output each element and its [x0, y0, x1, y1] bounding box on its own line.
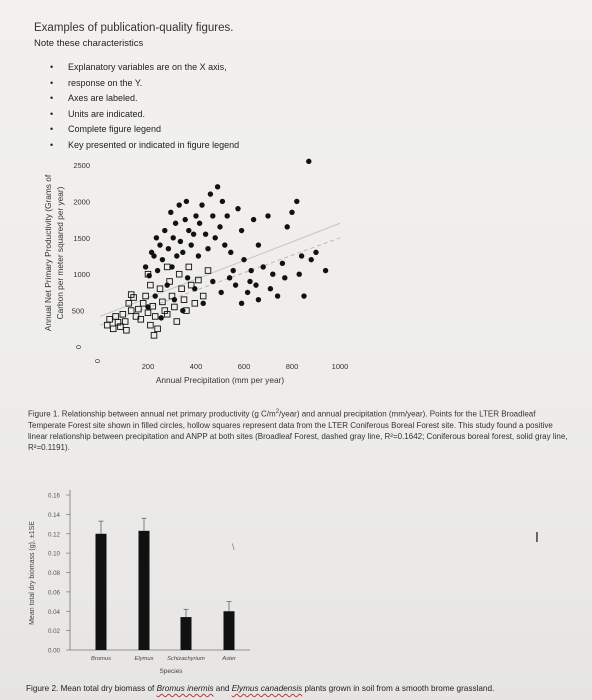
hollow-square-point	[148, 282, 154, 288]
filled-circle-point	[213, 235, 218, 240]
y-tick-label: 1500	[73, 233, 90, 243]
x-axis-label: Annual Precipitation (mm per year)	[155, 375, 285, 385]
filled-circle-point	[294, 199, 299, 204]
filled-circle-point	[197, 221, 202, 226]
page-subtitle: Note these characteristics	[34, 38, 144, 49]
filled-circle-point	[159, 315, 164, 320]
page-title: Examples of publication-quality figures.	[34, 22, 234, 34]
filled-circle-point	[205, 246, 210, 251]
hollow-square-point	[172, 304, 178, 310]
hollow-square-point	[164, 264, 170, 270]
filled-circle-point	[256, 242, 261, 247]
y-tick-label: 0	[74, 344, 83, 350]
hollow-square-point	[157, 286, 163, 292]
filled-circle-point	[193, 213, 198, 218]
hollow-square-point	[145, 310, 151, 316]
hollow-square-point	[136, 306, 142, 312]
trendline-solid	[100, 223, 340, 316]
filled-circle-point	[270, 272, 275, 277]
figure-2-bar-chart	[0, 480, 592, 680]
filled-circle-point	[203, 231, 208, 236]
hollow-square-point	[110, 326, 116, 332]
filled-circle-point	[289, 210, 294, 215]
y-tick-labels	[48, 493, 70, 655]
filled-circle-point	[162, 228, 167, 233]
hollow-square-point	[152, 314, 158, 320]
bullet-icon: •	[50, 93, 54, 104]
bullet-icon: •	[50, 124, 54, 135]
filled-circle-point	[251, 217, 256, 222]
filled-circle-point	[222, 242, 227, 247]
filled-circle-point	[210, 213, 215, 218]
bar	[139, 531, 150, 650]
y-tick-label: 0.14	[47, 511, 60, 519]
y-tick-label: 2000	[73, 197, 90, 207]
filled-circle-point	[253, 282, 258, 287]
filled-circle-point	[186, 228, 191, 233]
filled-circle-point	[285, 224, 290, 229]
filled-circle-point	[196, 253, 201, 258]
y-tick-label: 0.08	[47, 570, 60, 577]
filled-circle-point	[219, 290, 224, 295]
filled-circle-point	[184, 199, 189, 204]
filled-circle-point	[153, 293, 158, 298]
filled-circle-point	[171, 235, 176, 240]
filled-circle-point	[220, 199, 225, 204]
category-label: Schizachyrium	[167, 656, 205, 662]
filled-circle-point	[192, 286, 197, 291]
x-tick-label: 0	[93, 358, 102, 364]
filled-circle-point	[299, 253, 304, 258]
filled-circle-point	[235, 206, 240, 211]
figure-2-caption: Figure 2. Mean total dry biomass of Bromus inermis and Elymus canadensis plants grown in soil from a smooth brome grassland.	[26, 684, 495, 693]
y-axis-label-line1: Annual Net Primary Productivity (Grams of	[43, 174, 53, 332]
bar	[96, 534, 107, 650]
y-tick-label: 0.12	[47, 531, 60, 539]
category-label: Elymus	[134, 656, 154, 662]
filled-circle-point	[249, 268, 254, 273]
filled-circle-point	[199, 202, 204, 207]
x-tick-label: 400	[189, 362, 203, 371]
filled-circle-point	[265, 213, 270, 218]
filled-circle-point	[297, 272, 302, 277]
filled-circle-point	[189, 242, 194, 247]
characteristics-list	[50, 60, 239, 154]
filled-circle-point	[256, 297, 261, 302]
y-tick-label: 0.16	[47, 492, 60, 500]
filled-circle-point	[233, 282, 238, 287]
filled-circle-point	[225, 213, 230, 218]
filled-circle-point	[157, 242, 162, 247]
list-item: • Axes are labeled.	[50, 91, 239, 107]
hollow-square-point	[186, 264, 192, 270]
bars	[96, 518, 235, 650]
hollow-square-point	[205, 268, 211, 274]
filled-circle-point	[160, 257, 165, 262]
list-item: • response on the Y.	[50, 76, 239, 92]
list-item: • Complete figure legend	[50, 122, 239, 138]
list-item: • Explanatory variables are on the X axis,	[50, 60, 239, 76]
error-bar-legend-icon: I	[534, 529, 540, 546]
filled-circle-point	[227, 275, 232, 280]
y-tick-label: 1000	[73, 270, 90, 280]
filled-circle-point	[191, 231, 196, 236]
filled-circle-point	[323, 268, 328, 273]
filled-circle-point	[239, 228, 244, 233]
filled-circle-point	[280, 261, 285, 266]
hollow-square-point	[140, 301, 146, 307]
x-tick-labels	[93, 359, 348, 371]
y-tick-label: 0.04	[47, 608, 60, 616]
hollow-square-point	[192, 301, 198, 307]
figure-1-caption: Figure 1. Relationship between annual net primary productivity (g $C/m^2/year$) and annual precipitation (mm/year). Points for the LTER Broadleaf Temperate Forest site shown in filled circles, hollow squares represent data from the LTER Coniferous Boreal Forest site. This study found a positive linear relationship between precipitation and ANPP at both sites (Broadleaf Forest, dashed gray line, R²=0.1642; Coniferous boreal forest, solid gray line, R²=0.1191).	[28, 409, 568, 453]
y-tick-labels	[72, 161, 90, 349]
x-tick-label: 800	[285, 362, 299, 371]
filled-circle-point	[173, 221, 178, 226]
hollow-square-point	[113, 314, 119, 320]
filled-circle-point	[201, 301, 206, 306]
filled-circle-point	[210, 279, 215, 284]
filled-circle-point	[155, 268, 160, 273]
figure-1-scatter-chart	[0, 150, 592, 400]
list-item: • Units are indicated.	[50, 107, 239, 123]
filled-circle-point	[174, 253, 179, 258]
bullet-icon: •	[50, 108, 54, 119]
bar	[181, 617, 192, 650]
list-item: • Key presented or indicated in figure legend	[50, 138, 239, 154]
filled-circle-point	[168, 210, 173, 215]
filled-circle-point	[261, 264, 266, 269]
filled-circle-point	[180, 308, 185, 313]
hollow-square-point	[155, 326, 161, 332]
hollow-square-point	[179, 286, 185, 292]
hollow-square-point	[124, 327, 130, 333]
filled-circle-point	[282, 275, 287, 280]
y-tick-label: 0.10	[47, 550, 60, 558]
stray-mark: \	[232, 542, 235, 552]
hollow-square-point	[181, 297, 187, 303]
bullet-icon: •	[50, 139, 54, 150]
hollow-square-point	[148, 322, 154, 328]
filled-circle-point	[241, 257, 246, 262]
filled-circle-point	[217, 224, 222, 229]
hollow-square-point	[104, 322, 110, 328]
filled-circle-point	[215, 184, 220, 189]
filled-circle-point	[180, 250, 185, 255]
hollow-square-point	[120, 311, 126, 317]
filled-circle-point	[151, 253, 156, 258]
filled-circle-point	[301, 293, 306, 298]
y-axis-label-line2: Carbon per meter squared per year)	[55, 186, 65, 320]
category-labels	[91, 656, 237, 662]
y-tick-label: 2500	[73, 161, 90, 170]
filled-circle-point	[185, 275, 190, 280]
y-tick-label: 0.02	[47, 628, 60, 636]
y-axis-label: Mean total dry biomass (g), ±1SE	[29, 521, 36, 625]
x-tick-label: 600	[237, 362, 251, 371]
hollow-square-point	[200, 293, 206, 299]
category-label: Bromus	[91, 656, 111, 662]
hollow-square-point	[151, 333, 157, 339]
y-tick-label: 0.00	[47, 647, 60, 655]
filled-circle-point	[247, 279, 252, 284]
bullet-icon: •	[50, 77, 54, 88]
filled-circle-point	[208, 191, 213, 196]
x-tick-label: 200	[141, 362, 155, 371]
y-tick-label: 500	[71, 306, 85, 316]
filled-circle-point	[166, 246, 171, 251]
hollow-square-point	[160, 299, 166, 305]
filled-circle-point	[245, 290, 250, 295]
filled-circle-point	[177, 202, 182, 207]
filled-circle-point	[228, 250, 233, 255]
filled-circle-point	[313, 250, 318, 255]
filled-circle-point	[309, 257, 314, 262]
bullet-icon: •	[50, 62, 54, 72]
y-tick-label: 0.06	[47, 589, 60, 597]
data-points	[104, 159, 328, 338]
x-tick-label: 1000	[331, 362, 349, 371]
filled-circle-point	[239, 301, 244, 306]
hollow-square-point	[174, 319, 180, 325]
bar	[224, 611, 235, 650]
filled-circle-point	[268, 286, 273, 291]
filled-circle-point	[154, 235, 159, 240]
filled-circle-point	[178, 239, 183, 244]
filled-circle-point	[183, 217, 188, 222]
hollow-square-point	[176, 271, 182, 277]
filled-circle-point	[143, 264, 148, 269]
x-axis-label: Species	[159, 668, 183, 675]
filled-circle-point	[275, 293, 280, 298]
filled-circle-point	[231, 268, 236, 273]
filled-circle-point	[306, 159, 311, 164]
category-label: Aster	[222, 656, 236, 662]
